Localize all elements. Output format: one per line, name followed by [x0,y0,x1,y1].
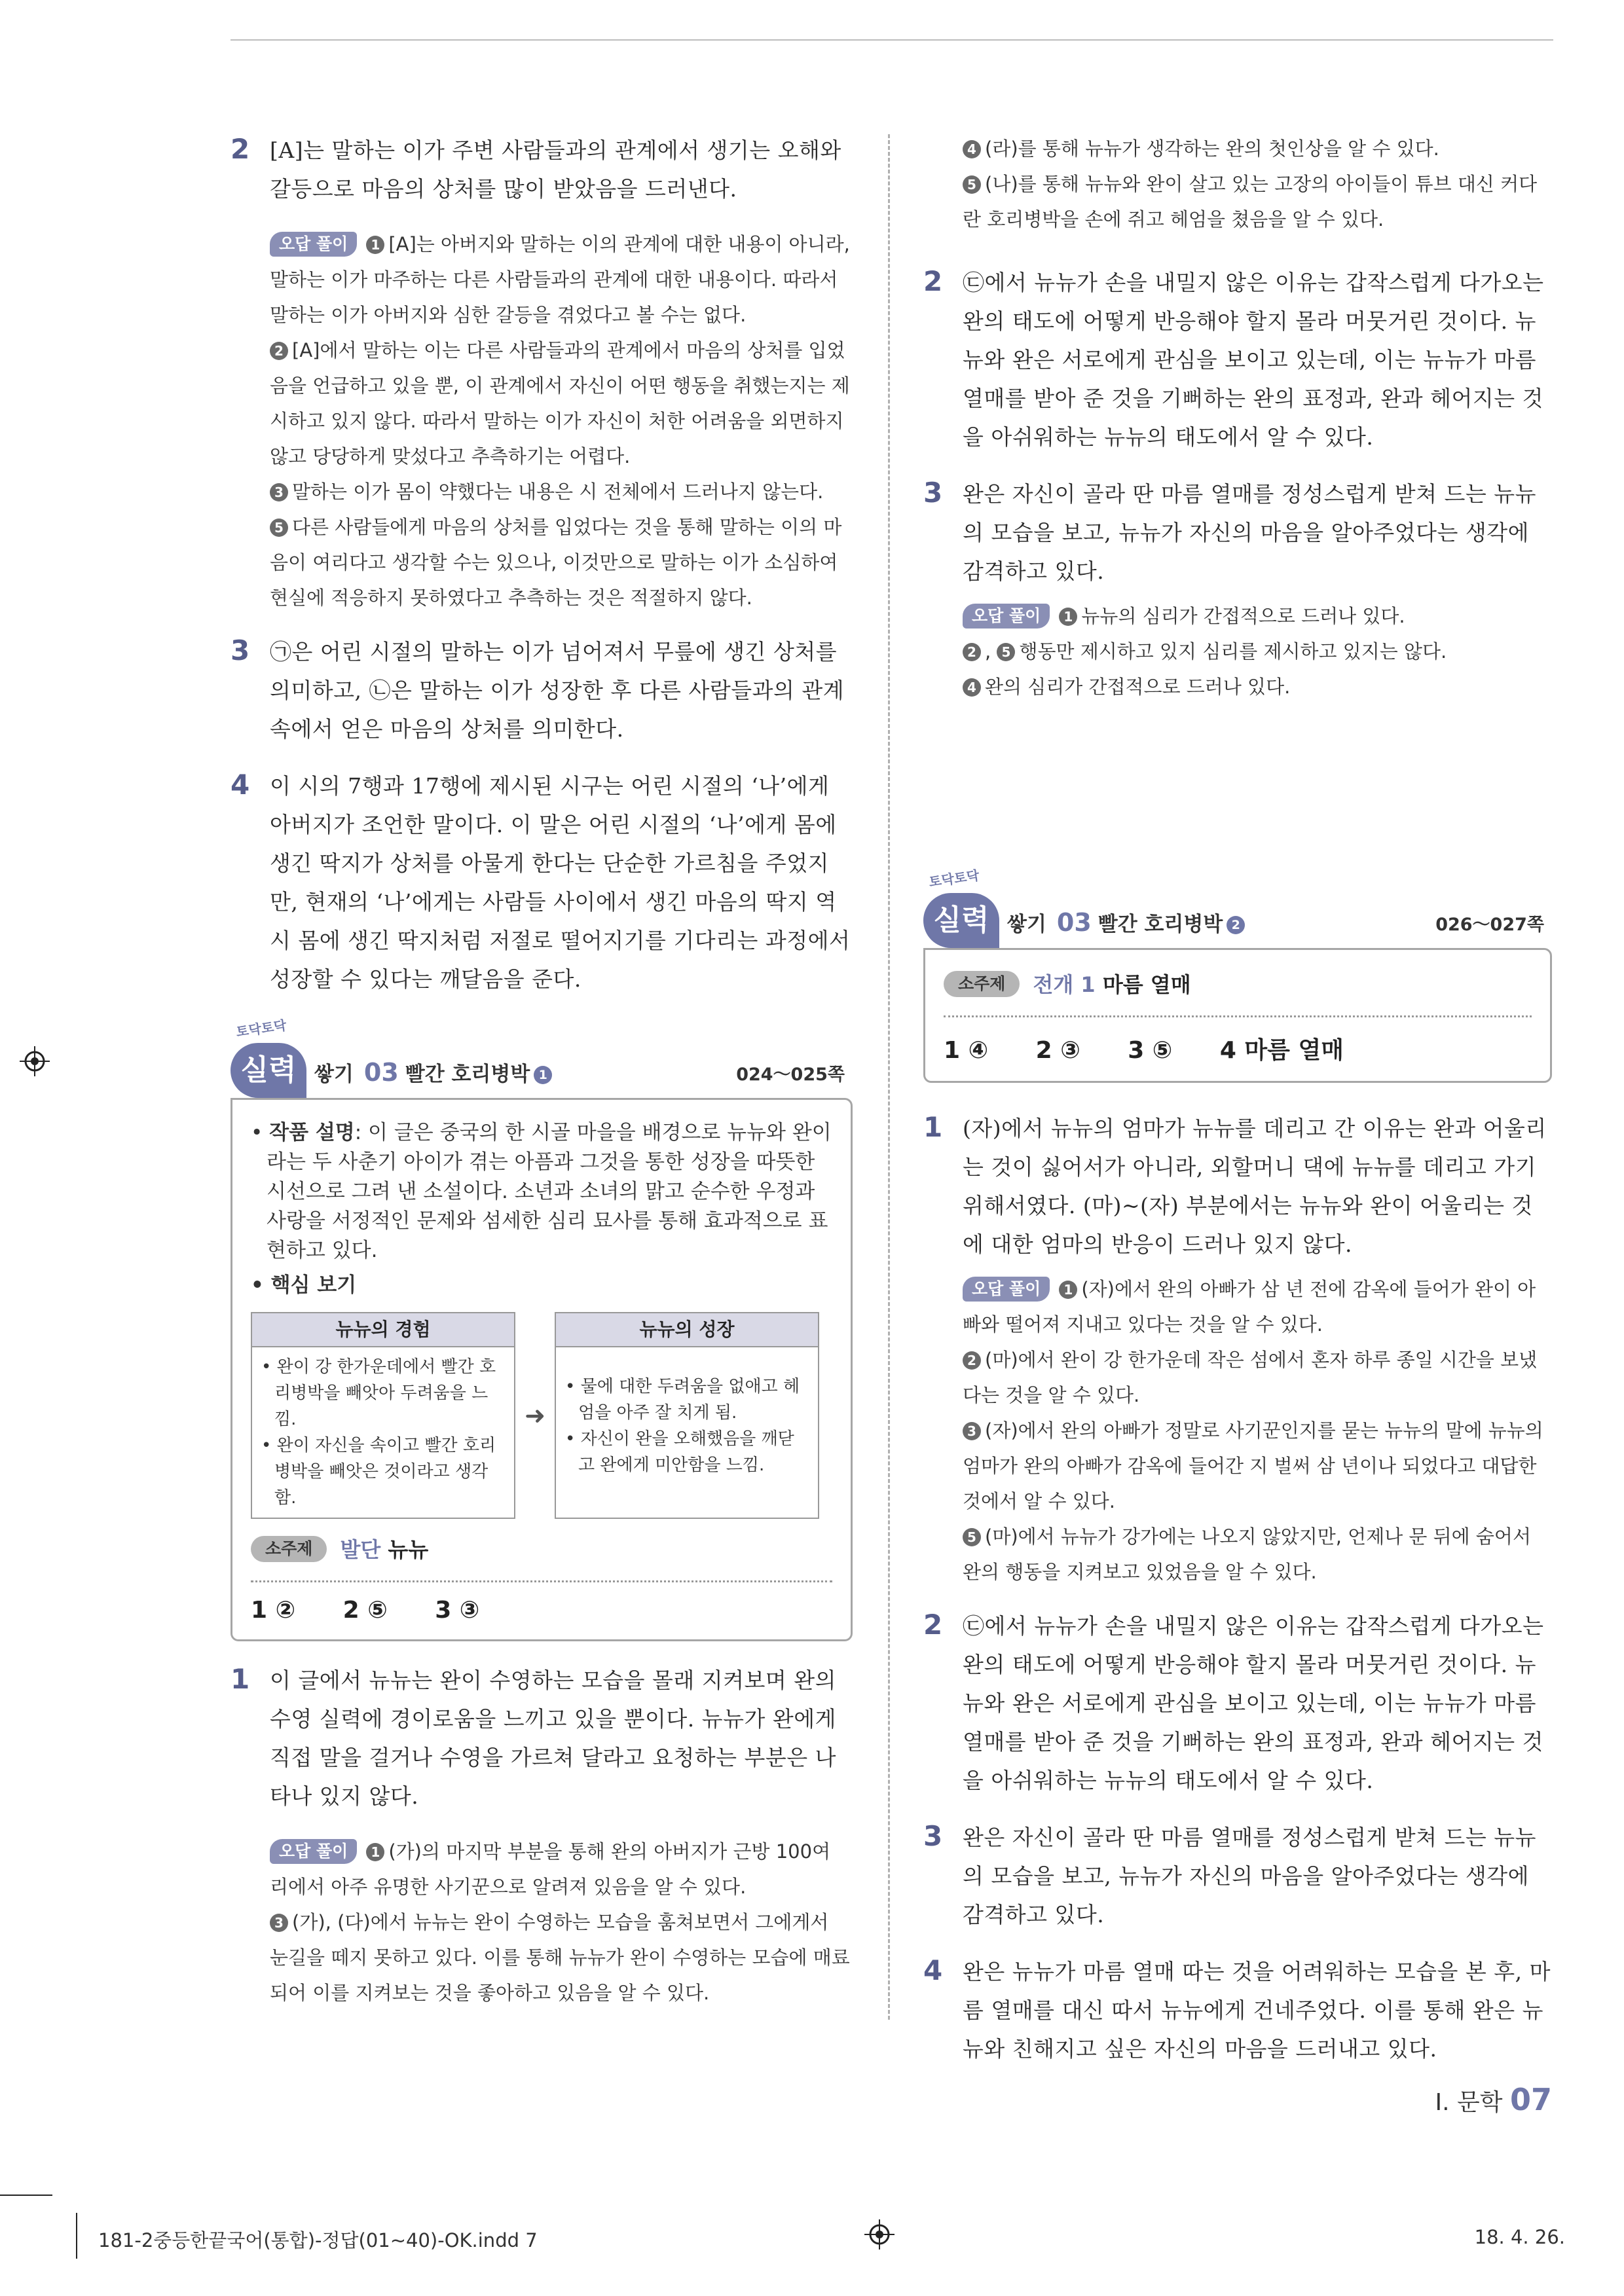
explanation-text: (마)에서 완이 강 한가운데 작은 섬에서 혼자 하루 종일 시간을 보냈다는 것을 알 수 있다. [963,1349,1538,1406]
circled-number: 3 [963,1422,981,1440]
unit-number: 03 [1056,908,1092,937]
registration-mark-icon [864,2219,895,2250]
answer-item [923,1952,1552,2068]
section-title [314,1057,552,1087]
explanation-text: 행동만 제시하고 있지 심리를 제시하고 있지는 않다. [1019,640,1447,663]
explanation-text: 말하는 이가 몸이 약했다는 내용은 시 전체에서 드러나지 않는다. [292,481,824,503]
explanation-text: 완의 심리가 간접적으로 드러나 있다. [985,676,1291,698]
answer-item [231,1661,853,1815]
item-text: ㉢에서 뉴뉴가 손을 내밀지 않은 이유는 갑작스럽게 다가오는 완의 태도에 어떻게 반응해야 할지 몰라 머뭇거린 것이다. 뉴뉴와 완은 서로에게 관심을 보이고 있는데, 이는 뉴뉴가 마름 열매를 받아 준 것을 기뻐하는 완의 표정과, 완과 헤어지는 것을 아쉬워하는 뉴뉴의 태도에서 알 수 있다. [963,1613,1544,1793]
section-box [923,948,1552,1083]
growth-text: 자신이 완을 오해했음을 깨닫고 완에게 미안함을 느낌. [578,1429,794,1475]
wrong-answer-tag: 오답 풀이 [270,1839,357,1864]
comparison-diagram [251,1312,832,1519]
answer-item [231,767,853,998]
experience-item: • 완이 강 한가운데에서 빨간 호리병박을 빼앗아 두려움을 느낌. [261,1357,496,1429]
circled-number: 1 [366,1843,384,1861]
experience-heading: 뉴뉴의 경험 [252,1313,514,1347]
answer-item [923,1818,1552,1934]
item-number: 2 [923,1609,943,1641]
item-text: ㉢에서 뉴뉴가 손을 내밀지 않은 이유는 갑작스럽게 다가오는 완의 태도에 어떻게 반응해야 할지 몰라 머뭇거린 것이다. 뉴뉴와 완은 서로에게 관심을 보이고 있는데, 이는 뉴뉴가 마름 열매를 받아 준 것을 기뻐하는 완의 표정과, 완과 헤어지는 것을 아쉬워하는 뉴뉴의 태도에서 알 수 있다. [963,270,1544,450]
section-box [231,1098,853,1641]
work-title: 빨간 호리병박 [1098,913,1223,936]
subtopic-text: 뉴뉴 [388,1537,429,1562]
item-number: 4 [923,1954,943,1986]
answer-item [923,1109,1552,1264]
left-column [231,131,853,2028]
section-pages: 024～025쪽 [736,1065,845,1085]
item-text: 이 글에서 뉴뉴는 완이 수영하는 모습을 몰래 지켜보며 완의 수영 실력에 경이로움을 느끼고 있을 뿐이다. 뉴뉴가 완에게 직접 말을 걸거나 수영을 가르쳐 달라고 요청하는 부분은 나타나 있지 않다. [270,1667,836,1809]
circled-number: 3 [270,1914,288,1932]
answer: 2 ⑤ [342,1597,388,1624]
answer-key [944,1015,1532,1065]
subtopic-tag: 소주제 [944,971,1020,997]
chapter-label: Ⅰ. 문학 [1435,2089,1503,2116]
answer-item [923,1607,1552,1800]
subtopic-highlight: 전개 1 [1033,972,1096,997]
item-text: 완은 자신이 골라 딴 마름 열매를 정성스럽게 받쳐 드는 뉴뉴의 모습을 보고, 뉴뉴가 자신의 마음을 알아주었다는 생각에 감격하고 있다. [963,481,1536,584]
growth-text: 물에 대한 두려움을 없애고 헤엄을 아주 잘 치게 됨. [578,1377,800,1423]
page-number-value: 07 [1509,2082,1552,2117]
growth-item: • 자신이 완을 오해했음을 깨닫고 완에게 미안함을 느낌. [565,1429,794,1475]
item-number: 2 [923,265,943,297]
answer-item [923,475,1552,591]
section-label: 쌓기 [1007,913,1046,936]
item-number: 4 [231,769,250,801]
footer-date: 18. 4. 26. [1474,2226,1565,2248]
registration-mark-icon [20,1046,50,1076]
explanation-text: (가), (다)에서 뉴뉴는 완이 수영하는 모습을 훔쳐보면서 그에게서 눈길을 떼지 못하고 있다. 이를 통해 뉴뉴가 완이 수영하는 모습에 매료되어 이를 지켜보는 것을 좋아하고 있음을 알 수 있다. [270,1911,850,2004]
item-text: 완은 뉴뉴가 마름 열매 따는 것을 어려워하는 모습을 본 후, 마름 열매를 대신 따서 뉴뉴에게 건네주었다. 이를 통해 완은 뉴뉴와 친해지고 싶은 자신의 마음을 드러내고 있다. [963,1959,1551,2062]
circled-number: 5 [963,1528,981,1546]
item-text: [A]는 말하는 이가 주변 사람들과의 관계에서 생기는 오해와 갈등으로 마음의 상처를 많이 받았음을 드러낸다. [270,137,841,202]
wrong-answer-explanation [923,1271,1552,1590]
unit-number: 03 [363,1058,399,1087]
answer: 1 ② [251,1597,296,1624]
section-header [231,1017,853,1098]
explanation-text: [A]는 아버지와 말하는 이의 관계에 대한 내용이 아니라, 말하는 이가 마주하는 다른 사람들과의 관계에 대한 내용이다. 따라서 말하는 이가 아버지와 심한 갈등을 겪었다고 볼 수는 없다. [270,233,850,326]
section-pages: 026～027쪽 [1435,915,1544,935]
circled-number: 2 [963,1351,981,1370]
growth-heading: 뉴뉴의 성장 [556,1313,818,1347]
item-number: 1 [231,1663,250,1695]
subtopic [944,968,1532,998]
description-text: : 이 글은 중국의 한 시골 마을을 배경으로 뉴뉴와 완이라는 두 사춘기 아이가 겪는 아픔과 그것을 통한 성장을 따뜻한 시선으로 그려 낸 소설이다. 소년과 소녀의 맑고 순수한 우정과 사랑을 서정적인 문제와 섬세한 심리 묘사를 통해 효과적으로 표현하고 있다. [267,1121,832,1262]
subtopic-tag: 소주제 [251,1536,327,1562]
explanation-text: (자)에서 완의 아빠가 정말로 사기꾼인지를 묻는 뉴뉴의 말에 뉴뉴의 엄마가 완의 아빠가 감옥에 들어간 지 벌써 삼 년이나 되었다고 대답한 것에서 알 수 있다. [963,1419,1543,1512]
explanation-text: [A]에서 말하는 이는 다른 사람들과의 관계에서 마음의 상처를 입었음을 언급하고 있을 뿐, 이 관계에서 자신이 어떤 행동을 취했는지는 제시하고 있지 않다. 따라서 말하는 이가 자신이 처한 어려움을 외면하지 않고 당당하게 맞섰다고 추측하기는 어렵다. [270,339,850,467]
wrong-answer-explanation [231,1834,853,2011]
explanation-text: (가)의 마지막 부분을 통해 완의 아버지가 근방 100여 리에서 아주 유명한 사기꾼으로 알려져 있음을 알 수 있다. [270,1840,831,1898]
circled-number: 3 [270,483,288,501]
answer: 3 ③ [435,1597,480,1624]
right-column [923,131,1552,2086]
footer-filename: 181-2중등한끝국어(통합)-정답(01~40)-OK.indd 7 [98,2229,538,2251]
circled-number: 5 [963,175,981,194]
answer: 3 ⑤ [1128,1037,1173,1064]
answer: 1 ④ [944,1037,989,1064]
item-number: 1 [923,1111,943,1143]
circled-number: 4 [963,678,981,697]
wrong-answer-tag: 오답 풀이 [963,604,1050,629]
answer-item [923,263,1552,456]
column-divider [888,134,890,2020]
growth-box [555,1312,819,1519]
subtopic-text: 마름 열매 [1102,972,1191,997]
top-rule [231,39,1553,41]
item-number: 3 [923,477,943,509]
description-label: 작품 설명 [269,1121,355,1144]
work-description: • 작품 설명: 이 글은 중국의 한 시골 마을을 배경으로 뉴뉴와 완이라는 두 사춘기 아이가 겪는 아픔과 그것을 통한 성장을 따뜻한 시선으로 그려 낸 소설이다. 소년과 소녀의 맑고 순수한 우정과 사랑을 서정적인 문제와 섬세한 심리 묘사를 통해 효과적으로 표현하고 있다. [251,1121,832,1262]
answer-key [251,1580,832,1624]
answer-item [231,131,853,208]
circled-number: 5 [997,643,1015,661]
circled-number: 1 [1059,1281,1077,1299]
section-badge-small: 토닥토닥 [927,867,980,890]
answer-item [231,632,853,748]
core-view-label: • 핵심 보기 [251,1273,357,1297]
section-title [1007,907,1245,937]
circled-number: 2 [963,643,981,661]
answer: 2 ③ [1035,1037,1080,1064]
part-number: 1 [534,1066,552,1084]
explanation-text: (라)를 통해 뉴뉴가 생각하는 완의 첫인상을 알 수 있다. [985,137,1439,160]
core-view-text: 핵심 보기 [270,1273,357,1297]
explanation-text: (자)에서 완의 아빠가 삼 년 전에 감옥에 들어가 완이 아빠와 떨어져 지내고 있다는 것을 알 수 있다. [963,1278,1536,1336]
circled-number: 1 [1059,608,1077,626]
arrow-right-icon: ➜ [525,1401,545,1430]
item-text: 완은 자신이 골라 딴 마름 열매를 정성스럽게 받쳐 드는 뉴뉴의 모습을 보고, 뉴뉴가 자신의 마음을 알아주었다는 생각에 감격하고 있다. [963,1825,1536,1927]
wrong-answer-explanation: 오답 풀이 1 뉴뉴의 심리가 간접적으로 드러나 있다. 2 , 5 행동만 제시하고 있지 심리를 제시하고 있지는 않다. 4 완의 심리가 간접적으로 드러나 있다. [923,598,1552,704]
wrong-answer-tag: 오답 풀이 [270,232,357,257]
wrong-answer-explanation [923,131,1552,237]
experience-item: • 완이 자신을 속이고 빨간 호리병박을 빼앗은 것이라고 생각함. [261,1436,496,1508]
section-badge: 실력 [923,893,999,948]
circled-number: 2 [270,342,288,360]
subtopic [251,1533,832,1563]
page-number [1435,2082,1552,2117]
crop-mark [76,2213,77,2259]
experience-text: 완이 강 한가운데에서 빨간 호리병박을 빼앗아 두려움을 느낌. [274,1357,496,1429]
section-header [923,867,1552,948]
growth-item: • 물에 대한 두려움을 없애고 헤엄을 아주 잘 치게 됨. [565,1377,800,1423]
crop-mark [0,2195,52,2196]
explanation-text: 뉴뉴의 심리가 간접적으로 드러나 있다. [1081,605,1405,627]
experience-text: 완이 자신을 속이고 빨간 호리병박을 빼앗은 것이라고 생각함. [274,1436,496,1508]
section-badge: 실력 [231,1043,306,1098]
circled-number: 1 [366,236,384,254]
section-label: 쌓기 [314,1063,354,1086]
item-text: (자)에서 뉴뉴의 엄마가 뉴뉴를 데리고 간 이유는 완과 어울리는 것이 싫어서가 아니라, 외할머니 댁에 뉴뉴를 데리고 가기 위해서였다. (마)~(자) 부분에서는 뉴뉴와 완이 어울리는 것에 대한 엄마의 반응이 드러나 있지 않다. [963,1116,1547,1257]
experience-box [251,1312,515,1519]
item-text: ㉠은 어린 시절의 말하는 이가 넘어져서 무릎에 생긴 상처를 의미하고, ㉡은 말하는 이가 성장한 후 다른 사람들과의 관계 속에서 얻은 마음의 상처를 의미한다. [270,639,845,742]
subtopic-highlight: 발단 [340,1537,381,1562]
circled-number: 5 [270,519,288,537]
item-number: 3 [231,634,250,666]
answer: 4 마름 열매 [1219,1037,1344,1064]
work-title: 빨간 호리병박 [405,1063,530,1086]
item-number: 3 [923,1820,943,1852]
part-number: 2 [1227,916,1245,934]
item-text: 이 시의 7행과 17행에 제시된 시구는 어린 시절의 ‘나’에게 아버지가 조언한 말이다. 이 말은 어린 시절의 ‘나’에게 몸에 생긴 딱지가 상처를 아물게 한다는 단순한 가르침을 주었지만, 현재의 ‘나’에게는 사람들 사이에서 생긴 마음의 딱지 역시 몸에 생긴 딱지처럼 저절로 떨어지기를 기다리는 과정에서 성장할 수 있다는 깨달음을 준다. [270,773,851,992]
section-badge-small: 토닥토닥 [234,1017,287,1040]
explanation-text: (나)를 통해 뉴뉴와 완이 살고 있는 고장의 아이들이 튜브 대신 커다란 호리병박을 손에 쥐고 헤엄을 쳤음을 알 수 있다. [963,173,1538,230]
explanation-text: (마)에서 뉴뉴가 강가에는 나오지 않았지만, 언제나 문 뒤에 숨어서 완의 행동을 지켜보고 있었음을 알 수 있다. [963,1525,1531,1583]
wrong-answer-explanation [231,227,853,615]
item-number: 2 [231,133,250,165]
wrong-answer-tag: 오답 풀이 [963,1277,1050,1302]
circled-number: 4 [963,140,981,158]
explanation-text: 다른 사람들에게 마음의 상처를 입었다는 것을 통해 말하는 이의 마음이 여리다고 생각할 수는 있으나, 이것만으로 말하는 이가 소심하여 현실에 적응하지 못하였다고 추측하는 것은 적절하지 않다. [270,516,842,609]
